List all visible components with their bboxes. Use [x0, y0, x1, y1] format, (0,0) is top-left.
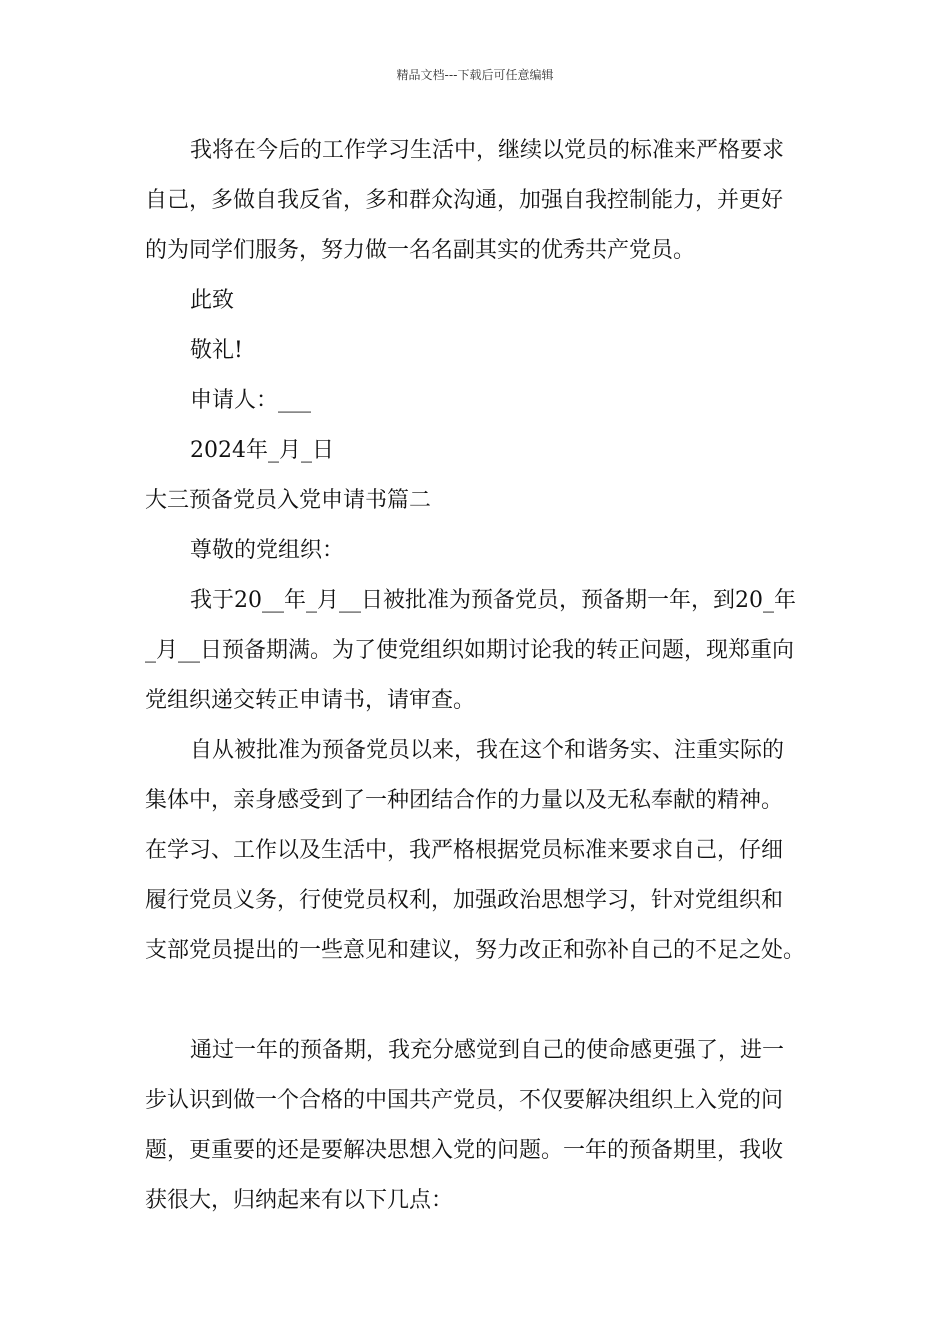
paragraph-line: 党组织递交转正申请书，请审查。 [145, 688, 476, 713]
paragraph-line: 履行党员义务，行使党员权利，加强政治思想学习，针对党组织和 [145, 888, 784, 913]
paragraph-line: 我将在今后的工作学习生活中，继续以党员的标准来严格要求 [190, 138, 785, 163]
applicant-line: 申请人：___ [190, 388, 312, 413]
paragraph-line: 题，更重要的还是要解决思想入党的问题。一年的预备期里，我收 [145, 1138, 784, 1163]
paragraph-line: 通过一年的预备期，我充分感觉到自己的使命感更强了，进一 [190, 1038, 785, 1063]
date-line: 2024年_月_日 [190, 438, 334, 463]
closing-salutation: 此致 [190, 288, 235, 313]
paragraph-line: _月__日预备期满。为了使党组织如期讨论我的转正问题，现郑重向 [145, 638, 795, 663]
paragraph-line: 步认识到做一个合格的中国共产党员，不仅要解决组织上入党的问 [145, 1088, 784, 1113]
paragraph-line: 自从被批准为预备党员以来，我在这个和谐务实、注重实际的 [190, 738, 785, 763]
closing-salutation: 敬礼! [190, 338, 243, 363]
paragraph-line: 自己，多做自我反省，多和群众沟通，加强自我控制能力，并更好 [145, 188, 784, 213]
paragraph-line: 我于20__年_月__日被批准为预备党员，预备期一年，到20_年 [190, 588, 796, 613]
paragraph-line: 集体中，亲身感受到了一种团结合作的力量以及无私奉献的精神。 [145, 788, 784, 813]
salutation: 尊敬的党组织： [190, 538, 345, 563]
paragraph-line: 获很大，归纳起来有以下几点： [145, 1188, 454, 1213]
page-header: 精品文档---下载后可任意编辑 [396, 68, 554, 82]
paragraph-line: 支部党员提出的一些意见和建议，努力改正和弥补自己的不足之处。 [145, 938, 806, 963]
paragraph-line: 的为同学们服务，努力做一名名副其实的优秀共产党员。 [145, 238, 696, 263]
section-title: 大三预备党员入党申请书篇二 [145, 488, 432, 513]
paragraph-line: 在学习、工作以及生活中，我严格根据党员标准来要求自己，仔细 [145, 838, 784, 863]
